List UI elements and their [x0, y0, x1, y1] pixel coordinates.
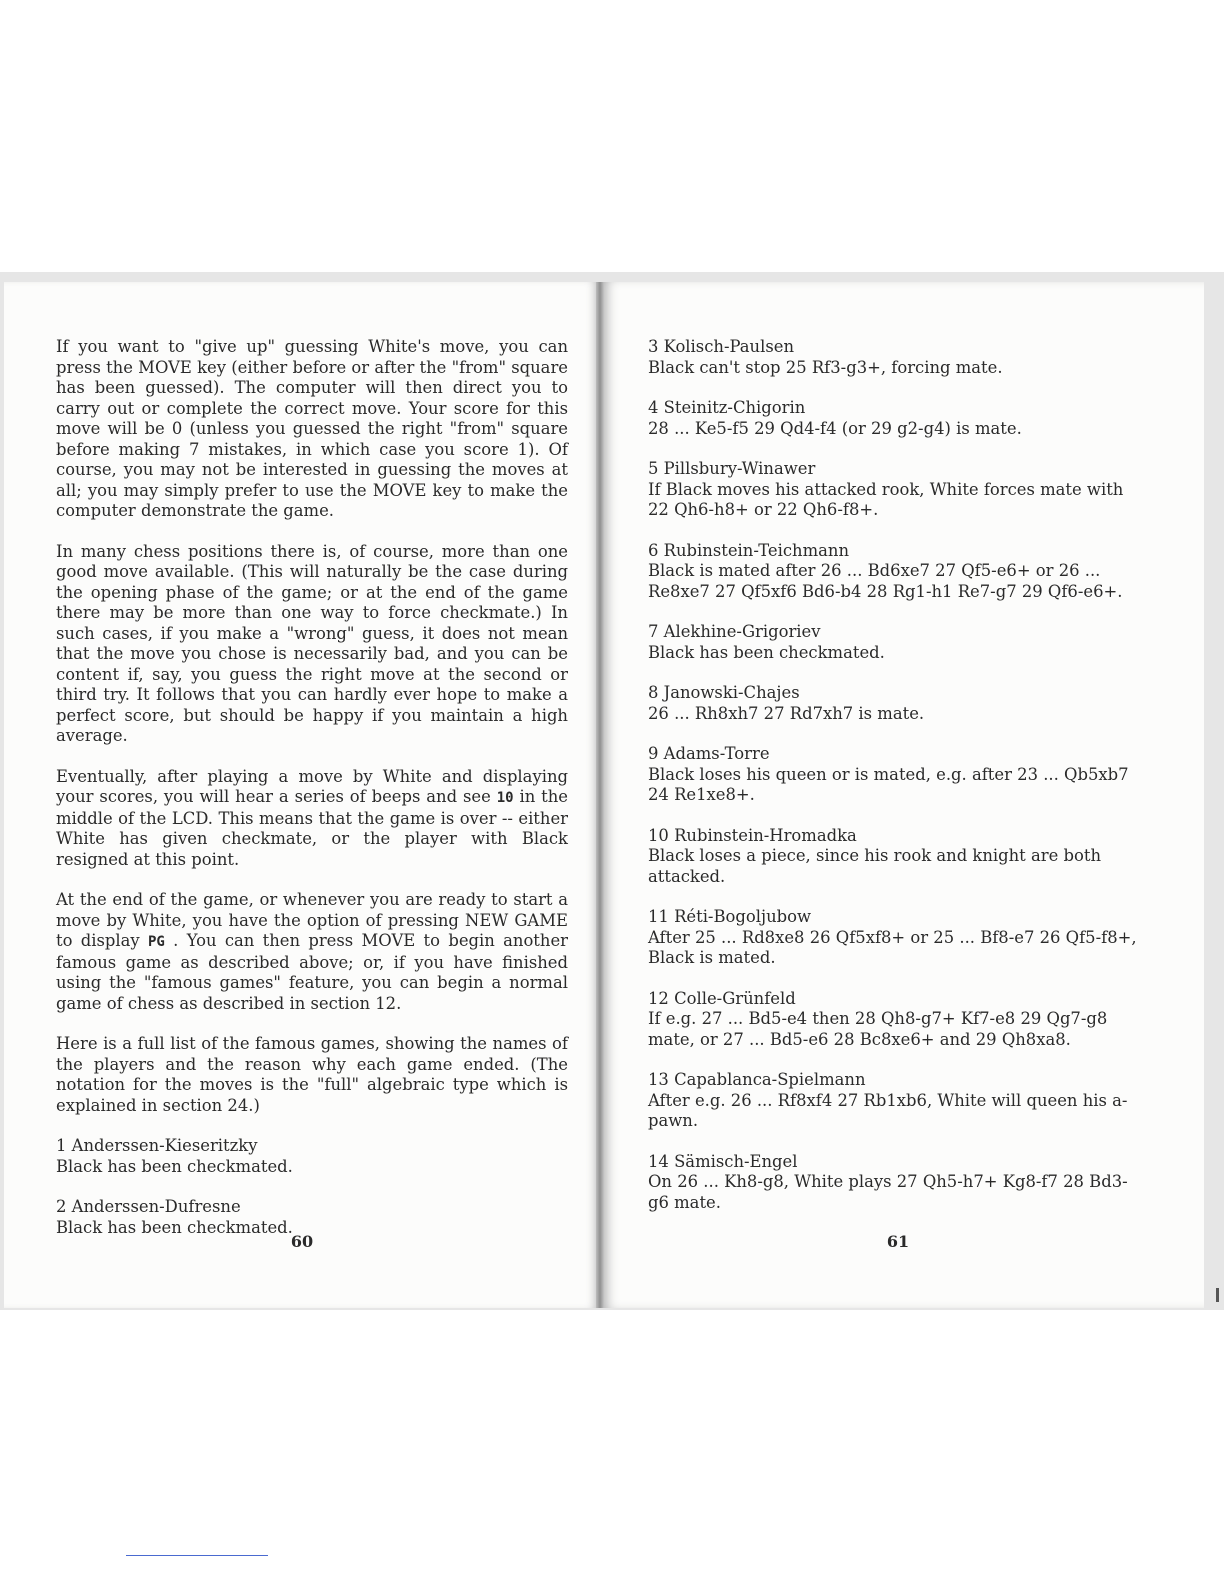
game-entry [648, 1152, 1148, 1214]
game-title: 4 Steinitz-Chigorin [648, 398, 806, 417]
lcd-display-text: 10 [496, 790, 514, 806]
game-result: 26 ... Rh8xh7 27 Rd7xh7 is mate. [648, 703, 925, 723]
game-result: Black loses a piece, since his rook and knight are both attacked. [648, 846, 1101, 886]
game-title: 6 Rubinstein-Teichmann [648, 540, 850, 560]
game-entry [648, 744, 1148, 806]
game-title: 10 Rubinstein-Hromadka [648, 825, 857, 845]
page-number-left: 60 [290, 1232, 314, 1251]
right-page [604, 282, 1204, 1308]
game-result: If Black moves his attacked rook, White forces mate with 22 Qh6-h8+ or 22 Qh6-f8+. [648, 479, 1124, 519]
paragraph-text: In many chess positions there is, of course, more than one good move available. (This will naturally be the case during the opening phase of the game; or at the end of the game there may be more than one way to force checkmate.) In such cases, if you make a "wrong" guess, it does not mean that the move you chose is necessarily bad, and you can be content if, say, you guess the right move at the second or third try. It follows that you can hardly ever hope to make a perfect score, but should be happy if you maintain a high average. [56, 541, 568, 745]
bottom-rule [126, 1555, 268, 1556]
game-result: On 26 ... Kh8-g8, White plays 27 Qh5-h7+ Kg8-f7 28 Bd3-g6 mate. [648, 1172, 1128, 1212]
game-entry [648, 398, 1148, 439]
game-entry [648, 826, 1148, 888]
page-number-right: 61 [886, 1232, 910, 1251]
game-result: Black can't stop 25 Rf3-g3+, forcing mate. [648, 357, 1003, 377]
game-title: 1 Anderssen-Kieseritzky [56, 1136, 258, 1155]
game-entry [648, 622, 1148, 663]
game-title: 12 Colle-Grünfeld [648, 988, 796, 1008]
game-title: 9 Adams-Torre [648, 744, 770, 763]
right-text-column [648, 337, 1148, 1233]
game-title: 2 Anderssen-Dufresne [56, 1197, 241, 1216]
instruction-paragraphs [56, 337, 568, 1116]
paragraph-2 [56, 542, 568, 747]
game-result: Black is mated after 26 ... Bd6xe7 27 Qf5-e6+ or 26 ... Re8xe7 27 Qf5xf6 Bd6-b4 28 Rg1-h1 Re7-g7 29 Qf6-e6+. [648, 561, 1123, 601]
paragraph-text: If you want to "give up" guessing White's move, you can press the MOVE key (either before or after the "from" square has been guessed). The computer will then direct you to carry out or complete the correct move. Your score for this move will be 0 (unless you guessed the right "from" square before making 7 mistakes, in which case you score 1). Of course, you may not be interested in guessing the moves at all; you may simply prefer to use the MOVE key to make the computer demonstrate the game. [56, 337, 568, 520]
paragraph-text: Here is a full list of the famous games, showing the names of the players and the reason why each game ended. (The notation for the moves is the "full" algebraic type which is explained in section 24.) [56, 1034, 568, 1115]
game-result: Black loses his queen or is mated, e.g. after 23 ... Qb5xb7 24 Re1xe8+. [648, 764, 1129, 804]
game-result: 28 ... Ke5-f5 29 Qd4-f4 (or 29 g2-g4) is mate. [648, 418, 1022, 438]
paragraph-1 [56, 337, 568, 522]
game-entry [648, 459, 1148, 521]
game-result: Black has been checkmated. [56, 1217, 293, 1237]
left-page [4, 282, 596, 1308]
game-title: 11 Réti-Bogoljubow [648, 907, 812, 926]
games-list-part-1 [56, 1136, 568, 1238]
game-entry [648, 683, 1148, 724]
game-title: 7 Alekhine-Grigoriev [648, 622, 821, 641]
scan-edge-mark [1216, 1288, 1219, 1302]
game-entry [648, 1070, 1148, 1132]
game-title: 8 Janowski-Chajes [648, 683, 800, 702]
paragraph-text: . You can then press MOVE to begin another famous game as described above; or, if you have finished using the "famous games" feature, you can begin a normal game of chess as described in section 12. [56, 931, 568, 1013]
game-result: After e.g. 26 ... Rf8xf4 27 Rb1xb6, White will queen his a-pawn. [648, 1090, 1128, 1130]
game-result: Black has been checkmated. [56, 1156, 293, 1176]
game-title: 13 Capablanca-Spielmann [648, 1070, 866, 1089]
paragraph-text: Eventually, after playing a move by White and displaying your scores, you will hear a series of beeps and see [56, 766, 568, 806]
games-list-part-2 [648, 337, 1148, 1213]
game-entry [648, 337, 1148, 378]
game-result: If e.g. 27 ... Bd5-e4 then 28 Qh8-g7+ Kf7-e8 29 Qg7-g8 mate, or 27 ... Bd5-e6 28 Bc8xe6+ and 29 Qh8xa8. [648, 1009, 1108, 1049]
game-entry [648, 907, 1148, 969]
game-entry [648, 989, 1148, 1051]
game-entry [56, 1136, 568, 1177]
game-title: 5 Pillsbury-Winawer [648, 459, 816, 478]
paragraph-text: At the end of the game, or whenever you are ready to start a move by White, you have the option of pressing NEW GAME to display [56, 890, 568, 950]
paragraph-text: in the middle of the LCD. This means that the game is over -- either White has given checkmate, or the player with Black resigned at this point. [56, 787, 569, 869]
lcd-display-text: PG [148, 934, 165, 950]
game-title: 14 Sämisch-Engel [648, 1151, 798, 1171]
game-title: 3 Kolisch-Paulsen [648, 337, 795, 356]
game-result: Black has been checkmated. [648, 642, 885, 662]
paragraph-4 [56, 890, 568, 1014]
game-entry [648, 541, 1148, 603]
paragraph-3 [56, 767, 568, 871]
game-result: After 25 ... Rd8xe8 26 Qf5xf8+ or 25 ... Bf8-e7 26 Qf5-f8+, Black is mated. [648, 927, 1137, 967]
left-text-column [56, 337, 568, 1258]
paragraph-5 [56, 1034, 568, 1116]
book-gutter [596, 282, 604, 1308]
